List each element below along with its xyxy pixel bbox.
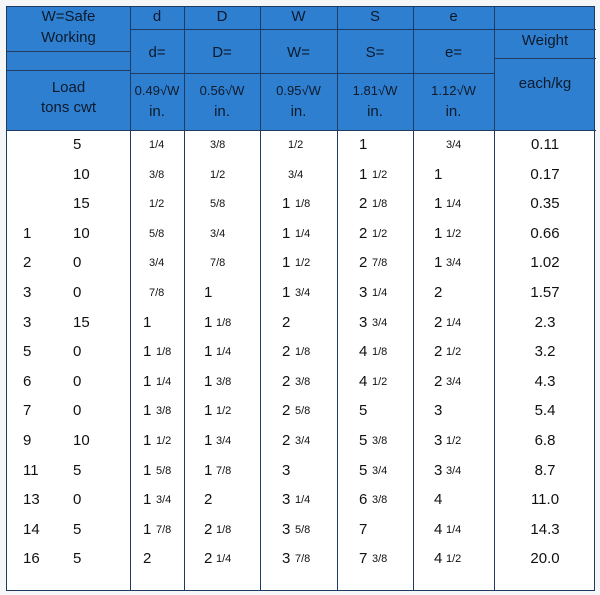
- value-fraction: 3/8: [210, 139, 226, 151]
- value-fraction: 1/8: [372, 346, 388, 359]
- weight-value: 0.35: [530, 195, 560, 213]
- value-whole: 4: [359, 372, 368, 390]
- value-fraction: 1/2: [446, 553, 462, 566]
- value-whole: 2: [359, 224, 368, 242]
- weight-unit: each/kg: [518, 75, 572, 92]
- load-cwt: 15: [73, 313, 90, 331]
- equation-label: d=: [148, 44, 166, 61]
- load-tons: 7: [23, 402, 32, 420]
- value-fraction: 3/4: [295, 287, 311, 299]
- value-fraction: 1/4: [446, 523, 462, 536]
- weight-value: 0.66: [530, 224, 560, 242]
- value-fraction: 1/4: [446, 316, 462, 329]
- value-whole: 2: [434, 313, 443, 331]
- value-whole: 7: [359, 520, 368, 538]
- value-whole: 2: [434, 343, 443, 361]
- value-whole: 3: [434, 432, 443, 449]
- load-tons: 3: [23, 313, 32, 331]
- load-header-text: Load: [51, 79, 86, 96]
- value-fraction: 1/2: [295, 257, 311, 270]
- load-cwt: 0: [73, 491, 82, 509]
- coefficient-value: 0.95: [276, 83, 302, 98]
- equation-label: D=: [212, 44, 232, 61]
- value-whole: 6: [359, 491, 368, 509]
- column-symbol: S: [369, 8, 380, 25]
- load-tons: 3: [23, 284, 32, 301]
- value-whole: 1: [434, 224, 443, 242]
- load-header-text: tons cwt: [40, 99, 97, 116]
- value-fraction: 3/8: [295, 375, 311, 388]
- load-tons: 14: [23, 520, 40, 538]
- value-fraction: 3/4: [372, 464, 388, 477]
- coefficient-formula: [184, 83, 260, 98]
- value-fraction: 3/4: [446, 375, 462, 388]
- value-whole: 2: [204, 491, 213, 509]
- value-whole: 2: [359, 195, 368, 213]
- root-variable: W: [232, 83, 245, 98]
- value-whole: 1: [143, 343, 152, 361]
- value-whole: 1: [204, 432, 213, 449]
- value-fraction: 1/2: [446, 435, 462, 447]
- root-variable: W: [385, 83, 398, 98]
- coefficient-formula: [130, 83, 184, 98]
- value-whole: 7: [359, 550, 368, 568]
- value-fraction: 1/4: [295, 494, 311, 507]
- load-tons: 16: [23, 550, 40, 568]
- value-whole: 3: [434, 461, 443, 479]
- value-fraction: 1/4: [446, 198, 462, 211]
- value-fraction: 5/8: [156, 464, 172, 477]
- load-header-text: Working: [41, 29, 96, 46]
- value-whole: 4: [434, 550, 443, 568]
- value-fraction: 3/4: [149, 257, 165, 270]
- value-whole: 1: [434, 254, 443, 272]
- value-fraction: 1/8: [156, 346, 172, 359]
- value-whole: 2: [204, 550, 213, 568]
- load-cwt: 0: [73, 254, 82, 272]
- value-whole: 2: [282, 432, 291, 449]
- value-fraction: 3/4: [288, 168, 304, 181]
- value-whole: 1: [204, 372, 213, 390]
- header-divider: [130, 73, 494, 74]
- value-fraction: 1/4: [295, 227, 311, 240]
- weight-header: Weight: [521, 32, 569, 49]
- value-whole: 4: [359, 343, 368, 361]
- sqrt-symbol: √: [301, 83, 309, 98]
- load-cwt: 0: [73, 372, 82, 390]
- value-fraction: 3/4: [446, 139, 462, 151]
- value-fraction: 7/8: [156, 523, 172, 536]
- value-whole: 1: [204, 402, 213, 420]
- weight-value: 20.0: [530, 550, 560, 568]
- value-fraction: 1/2: [372, 227, 388, 240]
- unit-label: in.: [214, 103, 230, 120]
- value-whole: 2: [434, 284, 443, 301]
- value-fraction: 3/4: [446, 257, 462, 270]
- value-fraction: 1/8: [216, 316, 232, 329]
- value-whole: 4: [434, 520, 443, 538]
- shackle-table: [6, 6, 595, 591]
- value-whole: 5: [359, 432, 368, 449]
- value-fraction: 5/8: [149, 227, 165, 240]
- value-fraction: 5/8: [295, 523, 311, 536]
- value-fraction: 1/2: [156, 435, 172, 447]
- header-divider: [494, 58, 596, 59]
- value-fraction: 1/2: [149, 198, 165, 211]
- value-fraction: 1/2: [446, 227, 462, 240]
- load-cwt: 5: [73, 461, 82, 479]
- column-symbol: d: [152, 8, 162, 25]
- weight-value: 0.11: [530, 136, 560, 153]
- sqrt-symbol: √: [159, 83, 168, 98]
- load-cwt: 10: [73, 165, 90, 183]
- equation-label: S=: [365, 44, 385, 61]
- value-whole: 2: [282, 343, 291, 361]
- column-symbol: W: [291, 8, 306, 25]
- value-fraction: 3/8: [156, 405, 172, 418]
- value-fraction: 3/8: [372, 435, 388, 447]
- value-fraction: 1/2: [446, 346, 462, 359]
- value-whole: 1: [282, 224, 291, 242]
- coefficient-value: 0.49: [134, 83, 160, 98]
- value-whole: 1: [143, 313, 152, 331]
- unit-label: in.: [290, 103, 307, 120]
- value-whole: 3: [359, 284, 368, 301]
- value-whole: 1: [143, 520, 152, 538]
- load-cwt: 5: [73, 136, 82, 153]
- sqrt-symbol: √: [377, 83, 386, 98]
- value-whole: 2: [204, 520, 213, 538]
- unit-label: in.: [445, 103, 462, 120]
- value-fraction: 3/4: [446, 464, 462, 477]
- weight-value: 0.17: [530, 165, 560, 183]
- value-whole: 1: [143, 432, 152, 449]
- load-cwt: 10: [73, 224, 90, 242]
- coefficient-value: 1.81: [352, 83, 378, 98]
- value-whole: 2: [143, 550, 152, 568]
- load-cwt: 15: [73, 195, 90, 213]
- value-fraction: 1/4: [149, 139, 165, 151]
- weight-value: 4.3: [534, 372, 556, 390]
- value-fraction: 1/4: [156, 375, 172, 388]
- value-fraction: 1/2: [288, 139, 304, 151]
- value-whole: 1: [282, 284, 291, 301]
- coefficient-value: 1.12: [431, 83, 457, 98]
- value-fraction: 1/4: [216, 553, 232, 566]
- value-whole: 1: [143, 491, 152, 509]
- value-fraction: 3/8: [216, 375, 232, 388]
- load-cwt: 0: [73, 402, 82, 420]
- weight-value: 3.2: [534, 343, 556, 361]
- value-whole: 1: [359, 165, 368, 183]
- value-fraction: 5/8: [210, 198, 226, 211]
- value-whole: 2: [282, 372, 291, 390]
- coefficient-value: 0.56: [199, 83, 225, 98]
- value-fraction: 5/8: [295, 405, 311, 418]
- value-fraction: 7/8: [295, 553, 311, 566]
- value-fraction: 7/8: [149, 287, 165, 299]
- load-cwt: 5: [73, 550, 82, 568]
- value-whole: 1: [204, 343, 213, 361]
- column-symbol: D: [216, 8, 228, 25]
- value-fraction: 1/2: [372, 168, 388, 181]
- value-fraction: 3/4: [156, 494, 172, 507]
- coefficient-formula: [260, 83, 337, 98]
- value-whole: 1: [204, 313, 213, 331]
- value-whole: 1: [359, 136, 368, 153]
- value-fraction: 1/8: [295, 198, 311, 211]
- weight-value: 8.7: [534, 461, 556, 479]
- equation-label: e=: [444, 44, 463, 61]
- coefficient-formula: [413, 83, 494, 98]
- load-tons: 9: [23, 432, 32, 449]
- weight-value: 6.8: [534, 432, 556, 449]
- value-whole: 2: [434, 372, 443, 390]
- value-whole: 2: [282, 313, 291, 331]
- load-tons: 6: [23, 372, 32, 390]
- header-divider: [130, 29, 596, 30]
- header-divider: [7, 51, 130, 52]
- value-whole: 1: [204, 461, 213, 479]
- value-fraction: 3/4: [210, 227, 226, 240]
- value-whole: 3: [282, 461, 291, 479]
- value-whole: 3: [359, 313, 368, 331]
- coefficient-formula: [337, 83, 413, 98]
- value-fraction: 1/2: [210, 168, 226, 181]
- load-cwt: 0: [73, 284, 82, 301]
- weight-value: 2.3: [534, 313, 556, 331]
- header-divider: [7, 70, 130, 71]
- value-fraction: 3/8: [149, 168, 165, 181]
- weight-value: 5.4: [534, 402, 556, 420]
- root-variable: W: [463, 83, 476, 98]
- load-cwt: 5: [73, 520, 82, 538]
- load-tons: 1: [23, 224, 32, 242]
- value-whole: 1: [143, 372, 152, 390]
- load-tons: 13: [23, 491, 40, 509]
- value-whole: 1: [143, 461, 152, 479]
- load-tons: 5: [23, 343, 32, 361]
- header-divider: [7, 130, 596, 131]
- weight-value: 1.02: [530, 254, 560, 272]
- value-whole: 1: [143, 402, 152, 420]
- load-cwt: 0: [73, 343, 82, 361]
- value-fraction: 3/4: [216, 435, 232, 447]
- weight-value: 11.0: [530, 491, 560, 509]
- value-whole: 3: [282, 491, 291, 509]
- value-fraction: 3/4: [295, 435, 311, 447]
- equation-label: W=: [287, 44, 310, 61]
- value-fraction: 1/2: [216, 405, 232, 418]
- value-whole: 1: [434, 165, 443, 183]
- load-tons: 11: [23, 461, 39, 479]
- weight-value: 1.57: [530, 284, 560, 301]
- value-whole: 3: [434, 402, 443, 420]
- value-whole: 1: [204, 284, 213, 301]
- value-fraction: 1/8: [372, 198, 388, 211]
- value-whole: 2: [359, 254, 368, 272]
- value-whole: 5: [359, 402, 368, 420]
- column-symbol: e: [449, 8, 458, 25]
- unit-label: in.: [367, 103, 383, 120]
- value-fraction: 3/8: [372, 494, 388, 507]
- value-whole: 3: [282, 550, 291, 568]
- value-fraction: 1/4: [372, 287, 388, 299]
- value-whole: 2: [282, 402, 291, 420]
- value-whole: 5: [359, 461, 368, 479]
- value-whole: 1: [282, 254, 291, 272]
- load-tons: 2: [23, 254, 32, 272]
- load-cwt: 10: [73, 432, 90, 449]
- unit-label: in.: [149, 103, 165, 120]
- root-variable: W: [308, 83, 321, 98]
- value-fraction: 1/2: [372, 375, 388, 388]
- load-header-text: W=Safe: [41, 8, 96, 25]
- value-whole: 1: [282, 195, 291, 213]
- root-variable: W: [167, 83, 180, 98]
- sqrt-symbol: √: [224, 83, 233, 98]
- weight-value: 14.3: [530, 520, 560, 538]
- value-fraction: 7/8: [372, 257, 388, 270]
- value-fraction: 1/4: [216, 346, 232, 359]
- value-fraction: 3/4: [372, 316, 388, 329]
- value-fraction: 3/8: [372, 553, 388, 566]
- value-whole: 1: [434, 195, 443, 213]
- value-fraction: 7/8: [216, 464, 232, 477]
- sqrt-symbol: √: [456, 83, 464, 98]
- value-whole: 4: [434, 491, 443, 509]
- value-whole: 3: [282, 520, 291, 538]
- value-fraction: 7/8: [210, 257, 226, 270]
- value-fraction: 1/8: [295, 346, 311, 359]
- value-fraction: 1/8: [216, 523, 232, 536]
